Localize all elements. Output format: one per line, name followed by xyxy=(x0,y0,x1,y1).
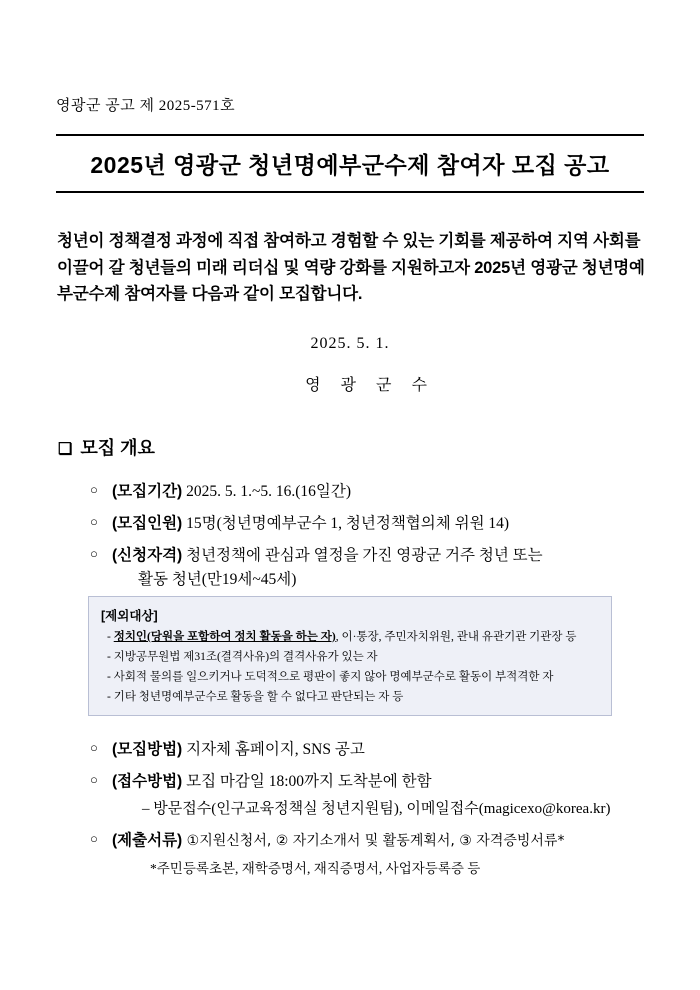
exclusion-title: [제외대상] xyxy=(101,609,158,623)
bullet-marker-icon: ○ xyxy=(90,546,98,562)
exclusion-item-rest: 지방공무원법 제31조(결격사유)의 결격사유가 있는 자 xyxy=(113,650,378,663)
section-heading-label: 모집 개요 xyxy=(80,438,155,458)
lead-paragraph: 청년이 정책결정 과정에 직접 참여하고 경험할 수 있는 기회를 제공하여 지역 사회를 이끌어 갈 청년들의 미래 리더십 및 역량 강화를 지원하고자 2025년 영광군 청년명예부군수제 참여자를 다음과 같이 모집합니다. xyxy=(57,232,645,304)
list-item xyxy=(90,544,650,592)
bullet-list-secondary xyxy=(90,738,660,888)
exclusion-item-rest: 기타 청년명예부군수로 활동을 할 수 없다고 판단되는 자 등 xyxy=(113,690,404,703)
list-item-text: 2025. 5. 1.~5. 16.(16일간) xyxy=(182,483,351,500)
section-marker-icon: ❏ xyxy=(58,441,73,458)
notice-date: 2025. 5. 1. xyxy=(310,335,390,352)
notice-signer: 영 광 군 수 xyxy=(305,377,435,394)
section-heading xyxy=(58,434,155,460)
list-item-text: ①지원신청서, ② 자기소개서 및 활동계획서, ③ 자격증빙서류* xyxy=(182,833,565,850)
bullet-marker-icon: ○ xyxy=(90,831,98,847)
page-title: 2025년 영광군 청년명예부군수제 참여자 모집 공고 xyxy=(90,152,610,178)
list-item xyxy=(90,738,660,762)
list-item-label: (모집인원) xyxy=(112,515,183,533)
list-item xyxy=(90,480,650,504)
list-item-footnote: *주민등록초본, 재학증명서, 재직증명서, 사업자등록증 등 xyxy=(150,861,481,877)
bullet-marker-icon: ○ xyxy=(90,482,98,497)
list-item-text-continued: 활동 청년(만19세~45세) xyxy=(138,571,297,589)
list-item-text: 지자체 홈페이지, SNS 공고 xyxy=(182,741,365,758)
list-item xyxy=(90,512,650,536)
list-item-subline: – 방문접수(인구교육정책실 청년지원팀), 이메일접수(magicexo@korea.kr) xyxy=(142,801,611,818)
exclusion-item: - 사회적 물의를 일으키거나 도덕적으로 평판이 좋지 않아 명예부군수로 활동이 부적격한 자 xyxy=(107,670,554,683)
bullet-marker-icon: ○ xyxy=(90,514,98,530)
exclusion-box xyxy=(88,596,612,716)
list-item-label: (모집방법) xyxy=(112,741,183,758)
title-rule-bottom xyxy=(56,191,644,193)
list-item xyxy=(90,829,660,880)
list-item-text: 15명(청년명예부군수 1, 청년정책협의체 위원 14) xyxy=(182,515,510,533)
list-item-text: 모집 마감일 18:00까지 도착분에 한함 xyxy=(182,773,432,791)
exclusion-item-rest: , 이·통장, 주민자치위원, 관내 유관기관 기관장 등 xyxy=(335,631,577,643)
bullet-marker-icon: ○ xyxy=(90,772,98,788)
exclusion-item-underlined: 정치인(당원을 포함하여 정치 활동을 하는 자) xyxy=(113,631,336,643)
list-item-label: (접수방법) xyxy=(112,773,183,791)
exclusion-item-rest: 사회적 물의를 일으키거나 도덕적으로 평판이 좋지 않아 명예부군수로 활동이 부적격한 자 xyxy=(113,670,554,683)
bullet-marker-icon: ○ xyxy=(90,740,98,755)
list-item-label: (모집기간) xyxy=(112,483,183,500)
bullet-list-primary xyxy=(90,480,650,600)
exclusion-item: - 지방공무원법 제31조(결격사유)의 결격사유가 있는 자 xyxy=(107,650,378,663)
list-item-label: (신청자격) xyxy=(112,547,183,565)
exclusion-item: - 기타 청년명예부군수로 활동을 할 수 없다고 판단되는 자 등 xyxy=(107,690,404,703)
exclusion-item: - 정치인(당원을 포함하여 정치 활동을 하는 자), 이·통장, 주민자치위원, 관내 유관기관 기관장 등 xyxy=(107,631,577,643)
list-item-text: 청년정책에 관심과 열정을 가진 영광군 거주 청년 또는 xyxy=(182,547,543,565)
list-item xyxy=(90,770,660,821)
title-rule-top xyxy=(56,134,644,136)
notice-number: 영광군 공고 제 2025-571호 xyxy=(56,98,236,114)
list-item-label: (제출서류) xyxy=(112,832,183,850)
